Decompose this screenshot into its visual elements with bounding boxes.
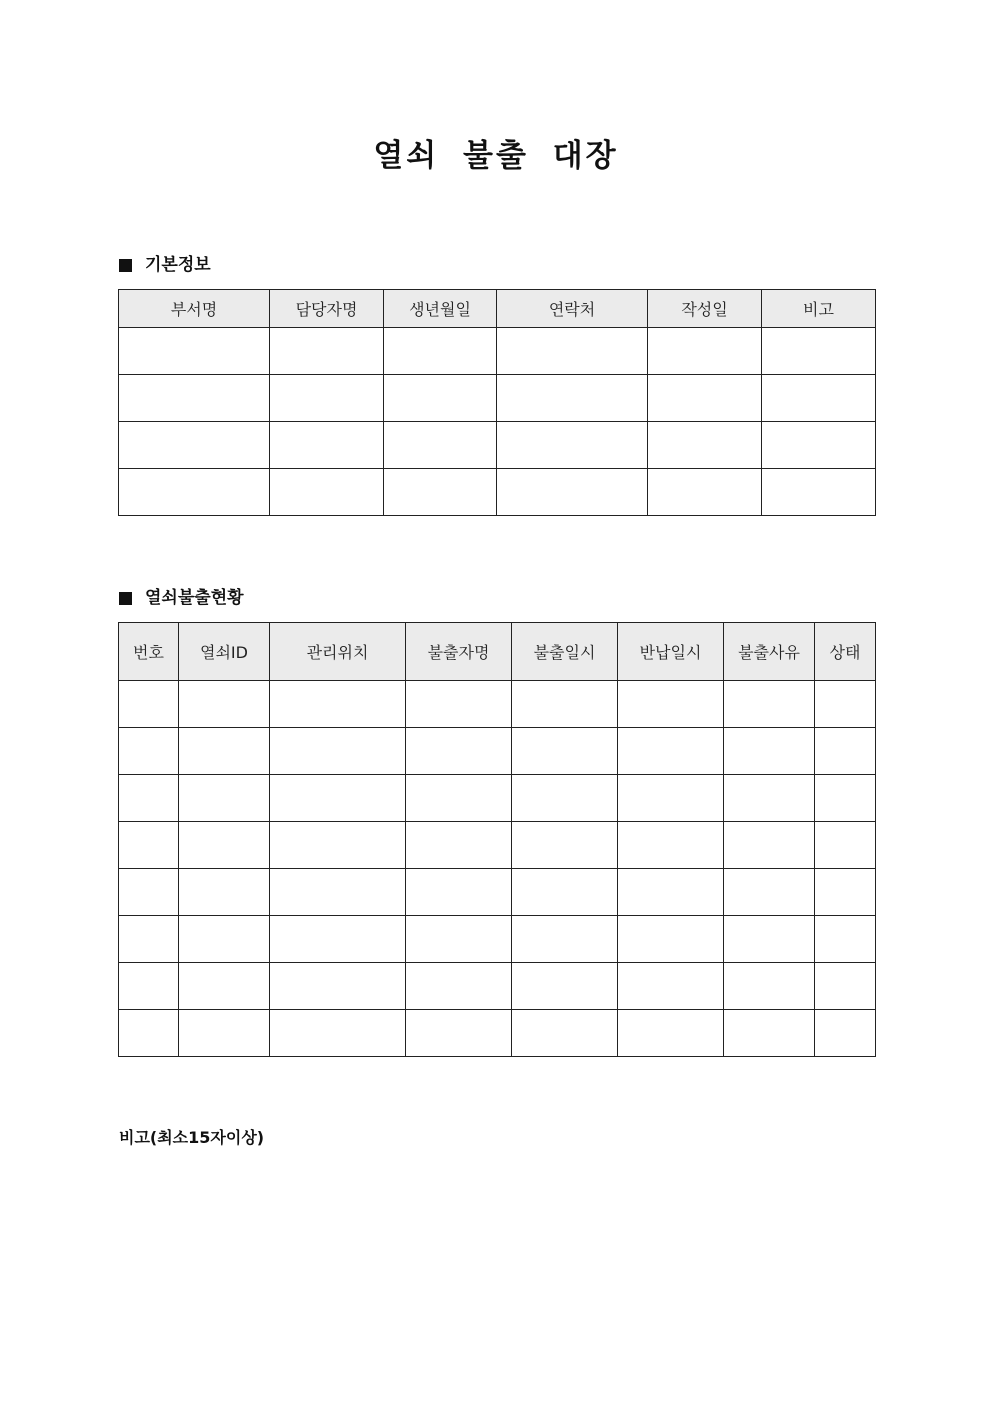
table-row: [119, 775, 876, 822]
table-cell[interactable]: [512, 1010, 618, 1057]
table-cell[interactable]: [724, 681, 815, 728]
column-header-manager-name: 담당자명: [270, 290, 384, 328]
table-cell[interactable]: [270, 1010, 406, 1057]
table-cell[interactable]: [119, 328, 270, 375]
table-row: [119, 916, 876, 963]
column-header-return-datetime: 반납일시: [618, 623, 724, 681]
table-cell[interactable]: [406, 963, 512, 1010]
table-cell[interactable]: [762, 469, 876, 516]
table-cell[interactable]: [497, 422, 648, 469]
table-cell[interactable]: [618, 775, 724, 822]
table-cell[interactable]: [179, 775, 270, 822]
table-cell[interactable]: [815, 822, 876, 869]
table-cell[interactable]: [512, 728, 618, 775]
table-cell[interactable]: [119, 422, 270, 469]
table-cell[interactable]: [119, 375, 270, 422]
table-cell[interactable]: [119, 681, 179, 728]
table-cell[interactable]: [648, 328, 762, 375]
table-cell[interactable]: [512, 775, 618, 822]
section-heading-basic-info: [119, 253, 211, 277]
column-header-issue-reason: 불출사유: [724, 623, 815, 681]
table-row: [119, 728, 876, 775]
table-row: [119, 375, 876, 422]
table-cell[interactable]: [648, 422, 762, 469]
table-header-row: [119, 290, 876, 328]
table-cell[interactable]: [406, 822, 512, 869]
key-status-table: [118, 622, 876, 1057]
column-header-location: 관리위치: [270, 623, 406, 681]
remarks-label: 비고(최소15자이상): [119, 1128, 265, 1147]
table-cell[interactable]: [512, 681, 618, 728]
table-cell[interactable]: [119, 469, 270, 516]
table-cell[interactable]: [384, 422, 497, 469]
table-cell[interactable]: [815, 963, 876, 1010]
column-header-birth-date: 생년월일: [384, 290, 497, 328]
table-cell[interactable]: [618, 916, 724, 963]
table-cell[interactable]: [815, 681, 876, 728]
table-cell[interactable]: [724, 775, 815, 822]
table-cell[interactable]: [762, 328, 876, 375]
table-row: [119, 1010, 876, 1057]
column-header-created-date: 작성일: [648, 290, 762, 328]
table-cell[interactable]: [179, 681, 270, 728]
table-cell[interactable]: [270, 375, 384, 422]
table-cell[interactable]: [384, 375, 497, 422]
table-cell[interactable]: [119, 916, 179, 963]
table-cell[interactable]: [270, 775, 406, 822]
table-cell[interactable]: [270, 328, 384, 375]
table-cell[interactable]: [406, 681, 512, 728]
table-cell[interactable]: [270, 869, 406, 916]
table-cell[interactable]: [724, 1010, 815, 1057]
table-cell[interactable]: [406, 869, 512, 916]
table-row: [119, 822, 876, 869]
table-cell[interactable]: [406, 1010, 512, 1057]
column-header-status: 상태: [815, 623, 876, 681]
table-header-row: [119, 623, 876, 681]
column-header-issuer-name: 불출자명: [406, 623, 512, 681]
table-cell[interactable]: [270, 681, 406, 728]
table-cell[interactable]: [724, 869, 815, 916]
table-cell[interactable]: [270, 728, 406, 775]
table-cell[interactable]: [179, 1010, 270, 1057]
table-cell[interactable]: [179, 728, 270, 775]
table-row: [119, 469, 876, 516]
table-cell[interactable]: [512, 916, 618, 963]
table-cell[interactable]: [119, 728, 179, 775]
table-cell[interactable]: [724, 822, 815, 869]
table-cell[interactable]: [270, 822, 406, 869]
table-cell[interactable]: [119, 775, 179, 822]
table-cell[interactable]: [618, 822, 724, 869]
basic-info-table: [118, 289, 876, 516]
table-cell[interactable]: [406, 775, 512, 822]
table-cell[interactable]: [497, 375, 648, 422]
table-cell[interactable]: [618, 869, 724, 916]
table-cell[interactable]: [648, 469, 762, 516]
table-cell[interactable]: [724, 728, 815, 775]
table-cell[interactable]: [762, 422, 876, 469]
table-cell[interactable]: [815, 916, 876, 963]
table-cell[interactable]: [724, 916, 815, 963]
table-cell[interactable]: [815, 728, 876, 775]
table-cell[interactable]: [724, 963, 815, 1010]
table-cell[interactable]: [762, 375, 876, 422]
column-header-note: 비고: [762, 290, 876, 328]
table-cell[interactable]: [618, 963, 724, 1010]
table-row: [119, 328, 876, 375]
table-cell[interactable]: [179, 963, 270, 1010]
table-cell[interactable]: [497, 328, 648, 375]
column-header-contact: 연락처: [497, 290, 648, 328]
square-bullet-icon: [119, 259, 132, 272]
table-cell[interactable]: [512, 869, 618, 916]
table-cell[interactable]: [497, 469, 648, 516]
table-cell[interactable]: [512, 822, 618, 869]
table-cell[interactable]: [618, 681, 724, 728]
table-cell[interactable]: [512, 963, 618, 1010]
table-cell[interactable]: [384, 469, 497, 516]
section-heading-label: 열쇠불출현황: [145, 588, 244, 608]
table-cell[interactable]: [618, 1010, 724, 1057]
table-cell[interactable]: [119, 1010, 179, 1057]
table-cell[interactable]: [815, 869, 876, 916]
table-cell[interactable]: [179, 869, 270, 916]
table-cell[interactable]: [270, 916, 406, 963]
table-cell[interactable]: [815, 775, 876, 822]
table-cell[interactable]: [406, 916, 512, 963]
table-cell[interactable]: [270, 963, 406, 1010]
table-cell[interactable]: [648, 375, 762, 422]
table-cell[interactable]: [406, 728, 512, 775]
square-bullet-icon: [119, 592, 132, 605]
page-title: 열쇠 불출 대장: [373, 138, 619, 174]
table-cell[interactable]: [270, 469, 384, 516]
table-cell[interactable]: [119, 822, 179, 869]
table-cell[interactable]: [270, 422, 384, 469]
column-header-issue-datetime: 불출일시: [512, 623, 618, 681]
table-cell[interactable]: [815, 1010, 876, 1057]
table-row: [119, 869, 876, 916]
table-row: [119, 422, 876, 469]
table-cell[interactable]: [119, 869, 179, 916]
column-header-key-id: 열쇠ID: [179, 623, 270, 681]
column-header-department: 부서명: [119, 290, 270, 328]
table-cell[interactable]: [618, 728, 724, 775]
section-heading-label: 기본정보: [145, 255, 211, 275]
column-header-number: 번호: [119, 623, 179, 681]
table-cell[interactable]: [179, 822, 270, 869]
table-cell[interactable]: [119, 963, 179, 1010]
table-cell[interactable]: [384, 328, 497, 375]
table-row: [119, 681, 876, 728]
table-row: [119, 963, 876, 1010]
section-heading-key-status: [119, 586, 244, 610]
table-cell[interactable]: [179, 916, 270, 963]
